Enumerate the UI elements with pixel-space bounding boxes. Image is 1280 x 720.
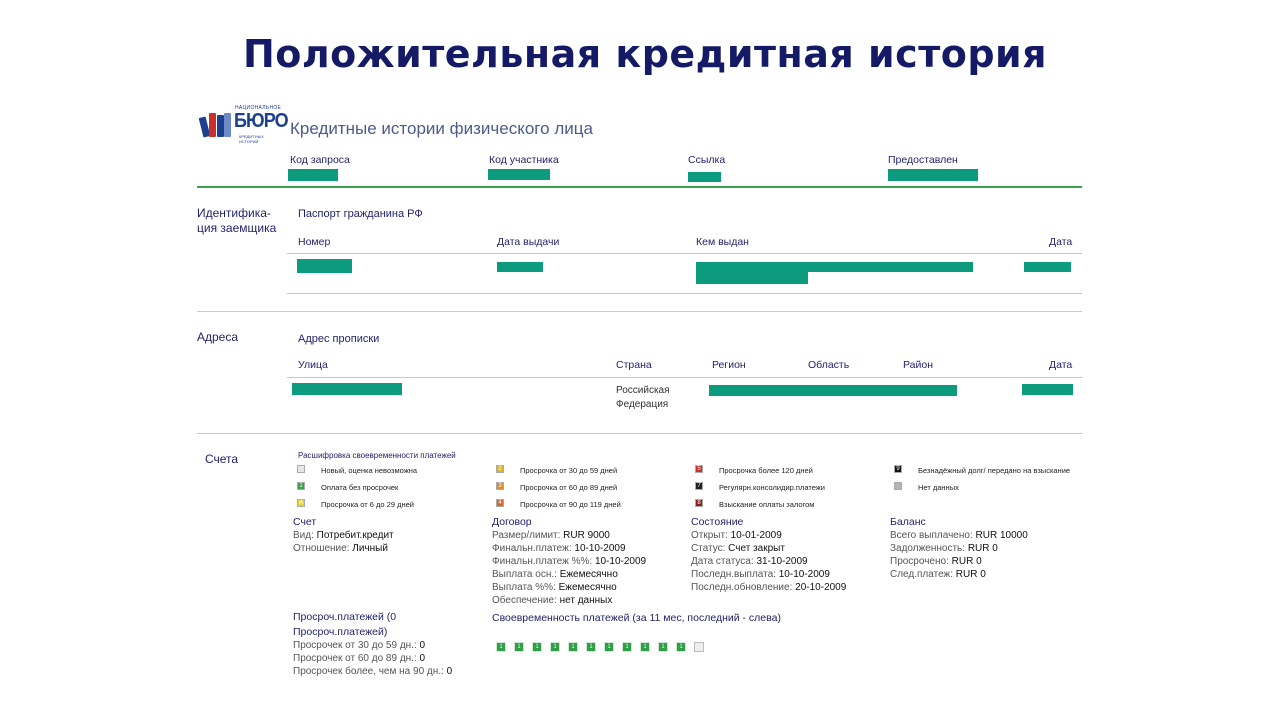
header-divider	[197, 186, 1082, 188]
account-title: Счет	[293, 516, 317, 528]
payment-cell	[694, 642, 704, 652]
identification-label: Идентифика- ция заемщика	[197, 206, 277, 235]
oblast-header: Область	[808, 359, 850, 371]
passport-issued-by-header: Кем выдан	[696, 236, 749, 248]
contract-final: Финальн.платеж: 10-10-2009	[492, 543, 626, 554]
redacted-link	[688, 172, 721, 182]
legend-title: Расшифровка своевременности платежей	[298, 451, 456, 460]
overdue-row-2: Просрочек от 60 до 89 дн.: 0	[293, 653, 426, 664]
redacted-member-code	[488, 169, 550, 180]
region-header: Регион	[712, 359, 746, 371]
contract-size: Размер/лимит: RUR 9000	[492, 530, 610, 541]
payment-cell: 1	[658, 642, 668, 652]
legend-swatch-5: 4	[496, 499, 504, 507]
legend-text-8: Взыскание оплаты залогом	[719, 500, 815, 509]
overdue-title-1: Просроч.платежей (0	[293, 611, 397, 623]
payment-cell: 1	[586, 642, 596, 652]
legend-swatch-9: 9	[894, 465, 902, 473]
payment-cell: 1	[496, 642, 506, 652]
accounts-label: Счета	[205, 452, 239, 466]
report-title: Кредитные истории физического лица	[290, 119, 593, 138]
overdue-row-3: Просрочек более, чем на 90 дн.: 0	[293, 666, 453, 677]
request-code-label: Код запроса	[290, 154, 350, 166]
account-relation: Отношение: Личный	[293, 543, 388, 554]
overdue-title-2: Просроч.платежей)	[293, 626, 388, 638]
legend-text-1: Оплата без просрочек	[321, 483, 399, 492]
country-header: Страна	[616, 359, 652, 371]
legend-text-0: Новый, оценка невозможна	[321, 466, 418, 475]
legend-swatch-6: 5	[695, 465, 703, 473]
state-last-pay: Последн.выплата: 10-10-2009	[691, 569, 830, 580]
timeliness-title: Своевременность платежей (за 11 мес, последний - слева)	[492, 612, 781, 624]
member-code-label: Код участника	[489, 154, 559, 166]
legend-text-3: Просрочка от 30 до 59 дней	[520, 466, 618, 475]
redacted-provided	[888, 169, 978, 181]
redacted-passport-number	[297, 259, 352, 273]
passport-number-header: Номер	[298, 236, 331, 248]
addresses-label: Адреса	[197, 330, 239, 344]
legend-swatch-1: 1	[297, 482, 305, 490]
nbki-logo: НАЦИОНАЛЬНОЕ БЮРО КРЕДИТНЫХ ИСТОРИЙ	[201, 105, 281, 139]
slide-title: Положительная кредитная история	[242, 32, 1048, 76]
legend-text-6: Просрочка более 120 дней	[719, 466, 813, 475]
payment-cell: 1	[550, 642, 560, 652]
payment-cell: 1	[622, 642, 632, 652]
balance-paid: Всего выплачено: RUR 10000	[890, 530, 1028, 541]
redacted-request-code	[288, 169, 338, 181]
state-status-date: Дата статуса: 31-10-2009	[691, 556, 808, 567]
street-header: Улица	[298, 359, 328, 371]
credit-report	[195, 95, 1095, 685]
legend-text-4: Просрочка от 60 до 89 дней	[520, 483, 618, 492]
contract-final-pct: Финальн.платеж %%: 10-10-2009	[492, 556, 647, 567]
redacted-address-date	[1022, 384, 1073, 395]
passport-issue-date-header: Дата выдачи	[497, 236, 560, 248]
legend-swatch-0	[297, 465, 305, 473]
district-header: Район	[903, 359, 933, 371]
payment-cell: 1	[604, 642, 614, 652]
legend-swatch-7: 7	[695, 482, 703, 490]
passport-date-header: Дата	[1049, 236, 1073, 248]
contract-title: Договор	[492, 516, 532, 528]
legend-swatch-8: 8	[695, 499, 703, 507]
overdue-row-1: Просрочек от 30 до 59 дн.: 0	[293, 640, 426, 651]
legend-text-9: Безнадёжный долг/ передано на взыскание	[918, 466, 1071, 475]
redacted-street	[292, 383, 402, 395]
account-type: Вид: Потребит.кредит	[293, 530, 394, 541]
provided-label: Предоставлен	[888, 154, 958, 166]
payment-cell: 1	[640, 642, 650, 652]
contract-security: Обеспечение: нет данных	[492, 595, 613, 606]
balance-next: След.платеж: RUR 0	[890, 569, 986, 580]
address-date-header: Дата	[1049, 359, 1073, 371]
legend-text-5: Просрочка от 90 до 119 дней	[520, 500, 621, 509]
balance-debt: Задолженность: RUR 0	[890, 543, 998, 554]
contract-pct: Выплата %%: Ежемесячно	[492, 582, 617, 593]
redacted-region	[709, 385, 957, 396]
balance-title: Баланс	[890, 516, 926, 528]
state-title: Состояние	[691, 516, 744, 528]
legend-text-10: Нет данных	[918, 483, 959, 492]
state-last-update: Последн.обновление: 20-10-2009	[691, 582, 847, 593]
link-label: Ссылка	[688, 154, 726, 166]
state-status: Статус: Счет закрыт	[691, 543, 785, 554]
legend-swatch-2: A	[298, 500, 303, 506]
redacted-issue-date	[497, 262, 543, 272]
legend-text-2: Просрочка от 6 до 29 дней	[321, 500, 414, 509]
passport-title: Паспорт гражданина РФ	[298, 208, 423, 220]
legend-swatch-3: 2	[496, 465, 504, 473]
registration-address-title: Адрес прописки	[298, 333, 380, 345]
contract-main: Выплата осн.: Ежемесячно	[492, 569, 618, 580]
redacted-passport-date	[1024, 262, 1071, 272]
legend-swatch-4: 3	[496, 482, 504, 490]
balance-overdue: Просрочено: RUR 0	[890, 556, 982, 567]
payment-cell: 1	[532, 642, 542, 652]
payment-cell: 1	[514, 642, 524, 652]
legend-text-7: Регулярн.консолидир.платежи	[719, 483, 825, 492]
payment-cell: 1	[676, 642, 686, 652]
books-icon	[201, 111, 231, 137]
country-value: Российская Федерация	[616, 385, 670, 410]
legend-swatch-10	[894, 482, 902, 490]
payment-cell: 1	[568, 642, 578, 652]
state-opened: Открыт: 10-01-2009	[691, 530, 782, 541]
